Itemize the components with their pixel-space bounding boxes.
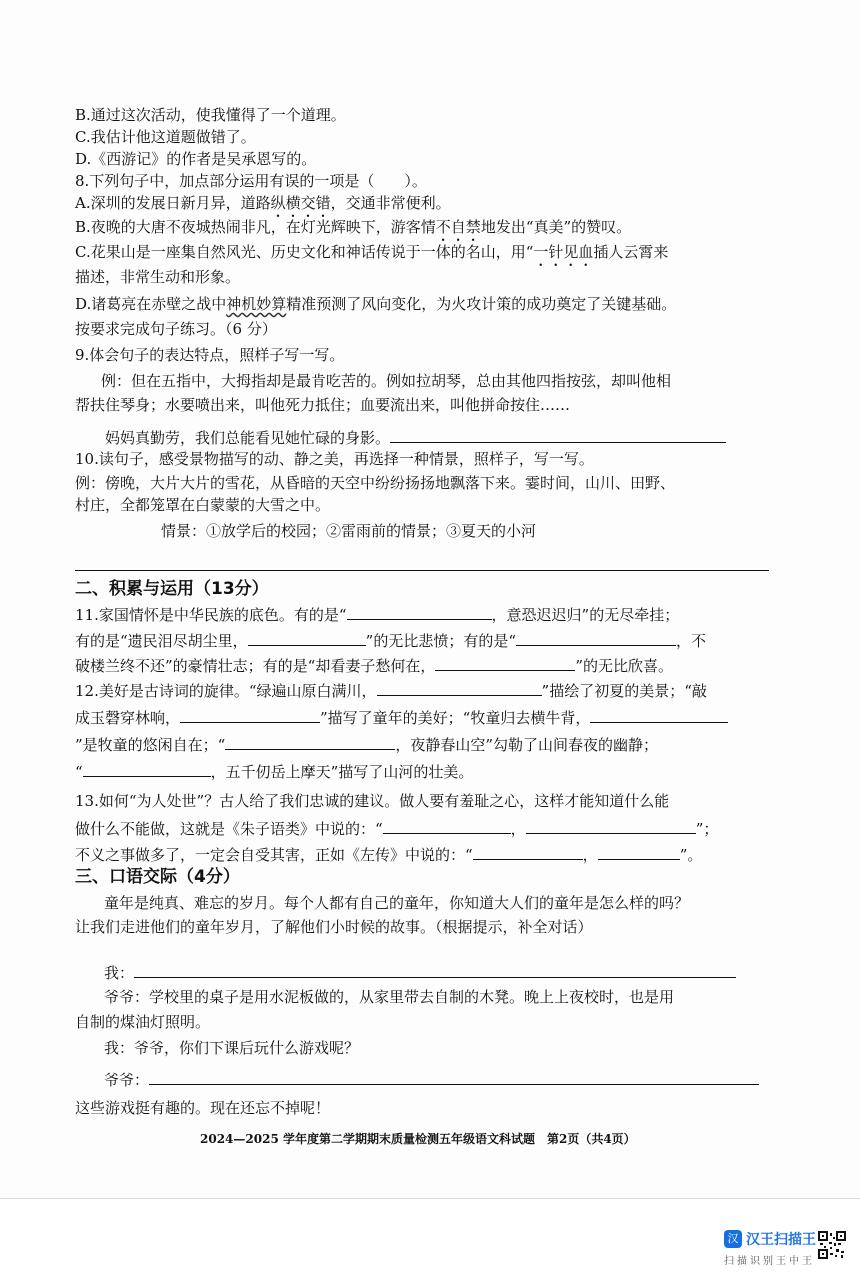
dialog-grandpa-1b: 自制的煤油灯照明。 <box>75 1013 211 1031</box>
q12-line-2: 成玉磬穿林响， ”描写了童年的美好；“牧童归去横牛背， <box>75 706 728 729</box>
q11-line-3: 破楼兰终不还”的豪情壮志；有的是“却看妻子愁何在， ”的无比欣喜。 <box>75 654 673 677</box>
q8-option-c: C.花果山是一座集自然风光、历史文化和神话传说于一体的名山，用“一针见血插人云霄来 <box>75 243 669 261</box>
dialog-grandpa-2-blank[interactable] <box>149 1068 759 1085</box>
q10-scenes: 情景：①放学后的校园；②雷雨前的情景；③夏天的小河 <box>161 522 537 540</box>
section-3-intro-1: 童年是纯真、难忘的岁月。每个人都有自己的童年，你知道大人们的童年是怎么样的吗？ <box>104 894 690 912</box>
q11-blank-1[interactable] <box>347 603 492 620</box>
q11-blank-4[interactable] <box>435 654 575 671</box>
dialog-me-2: 我：爷爷，你们下课后玩什么游戏呢？ <box>104 1039 360 1057</box>
option-b: B.通过这次活动，使我懂得了一个道理。 <box>75 106 346 124</box>
dialog-grandpa-2: 爷爷： <box>104 1068 759 1091</box>
q13-line-1: 13.如何“为人处世”？古人给了我们忠诚的建议。做人要有羞耻之心，这样才能知道什么能 <box>75 792 670 810</box>
q8-option-d: D.诸葛亮在赤壁之战中神机妙算精准预测了风向变化，为火攻计策的成功奠定了关键基础。 <box>75 295 677 313</box>
section-2-heading: 二、积累与运用（13分） <box>75 579 269 599</box>
page-footer: 2024—2025 学年度第二学期期末质量检测五年级语文科试题 第2页（共4页） <box>200 1132 636 1146</box>
dialog-grandpa-1a: 爷爷：学校里的桌子是用水泥板做的，从家里带去自制的木凳。晚上上夜校时，也是用 <box>104 988 675 1006</box>
question-10: 10.读句子，感受景物描写的动、静之美，再选择一种情景，照样子，写一写。 <box>75 450 594 468</box>
q13-line-3: 不义之事做多了，一定会自受其害，正如《左传》中说的：“ ， ”。 <box>75 843 702 866</box>
q10-example-1: 例：傍晚，大片大片的雪花，从昏暗的天空中纷纷扬扬地飘落下来。霎时间，山川、田野、 <box>75 474 676 492</box>
scanner-brand-name: 汉王扫描王 <box>746 1232 816 1248</box>
q11-line-2: 有的是“遗民泪尽胡尘里， ”的无比悲愤；有的是“ ，不 <box>75 629 706 652</box>
qr-code-icon <box>818 1231 846 1259</box>
q10-example-2: 村庄，全都笼罩在白蒙蒙的大雪之中。 <box>75 496 331 514</box>
q8-option-b: B.夜晚的大唐不夜城热闹非凡，在灯光辉映下，游客情不自禁地发出“真美”的赞叹。 <box>75 218 632 236</box>
question-8: 8.下列句子中，加点部分运用有误的一项是（ ）。 <box>75 172 427 190</box>
q13-blank-1[interactable] <box>383 817 511 834</box>
dialog-me-1: 我： <box>104 961 736 984</box>
dialog-end: 这些游戏挺有趣的。现在还忘不掉呢！ <box>75 1099 331 1117</box>
section-instruction: 按要求完成句子练习。（6 分） <box>75 320 277 338</box>
q9-prompt: 妈妈真勤劳，我们总能看见她忙碌的身影。 <box>105 426 726 449</box>
q13-blank-4[interactable] <box>598 843 680 860</box>
option-c: C.我估计他这道题做错了。 <box>75 128 256 146</box>
q13-blank-2[interactable] <box>526 817 696 834</box>
section-3-intro-2: 让我们走进他们的童年岁月，了解他们小时候的故事。（根据提示，补全对话） <box>75 918 593 936</box>
q13-blank-3[interactable] <box>473 843 583 860</box>
q12-blank-5[interactable] <box>83 760 211 777</box>
q8-option-c-cont: 描述，非常生动和形象。 <box>75 268 241 286</box>
question-9: 9.体会句子的表达特点，照样子写一写。 <box>75 346 345 364</box>
option-d: D.《西游记》的作者是吴承恩写的。 <box>75 150 317 168</box>
q9-answer-blank[interactable] <box>390 426 726 443</box>
dialog-me-1-blank[interactable] <box>134 961 736 978</box>
q12-blank-1[interactable] <box>377 679 542 696</box>
q9-example-1: 例：但在五指中，大拇指却是最肯吃苦的。例如拉胡琴，总由其他四指按弦，却叫他相 <box>101 372 672 390</box>
scanner-logo-icon: 汉 <box>724 1230 742 1248</box>
page-divider <box>0 1198 860 1199</box>
q10-answer-line[interactable] <box>75 570 769 571</box>
q12-blank-3[interactable] <box>590 706 728 723</box>
q9-example-2: 帮扶住琴身；水要喷出来，叫他死力抵住；血要流出来，叫他拼命按住…… <box>75 396 571 414</box>
q12-blank-2[interactable] <box>180 706 320 723</box>
q8-option-a: A.深圳的发展日新月异，道路纵横交错，交通非常便利。 <box>75 194 451 212</box>
q12-line-4: “ ，五千仞岳上摩天”描写了山河的壮美。 <box>75 760 473 783</box>
q13-line-2: 做什么不能做，这就是《朱子语类》中说的：“ ， ”； <box>75 817 718 840</box>
scanner-tagline: 扫描识别王中王 <box>724 1256 815 1267</box>
q11-blank-2[interactable] <box>248 629 366 646</box>
q12-line-1: 12.美好是古诗词的旋律。“绿遍山原白满川， ”描绘了初夏的美景；“敲 <box>75 679 707 702</box>
q12-line-3: ”是牧童的悠闲自在；“ ，夜静春山空”勾勒了山间春夜的幽静； <box>75 733 658 756</box>
q12-blank-4[interactable] <box>225 733 395 750</box>
q11-blank-3[interactable] <box>516 629 676 646</box>
q11-line-1: 11.家国情怀是中华民族的底色。有的是“ ，意恐迟迟归”的无尽牵挂； <box>75 603 679 626</box>
section-3-heading: 三、口语交际（4分） <box>75 867 240 887</box>
